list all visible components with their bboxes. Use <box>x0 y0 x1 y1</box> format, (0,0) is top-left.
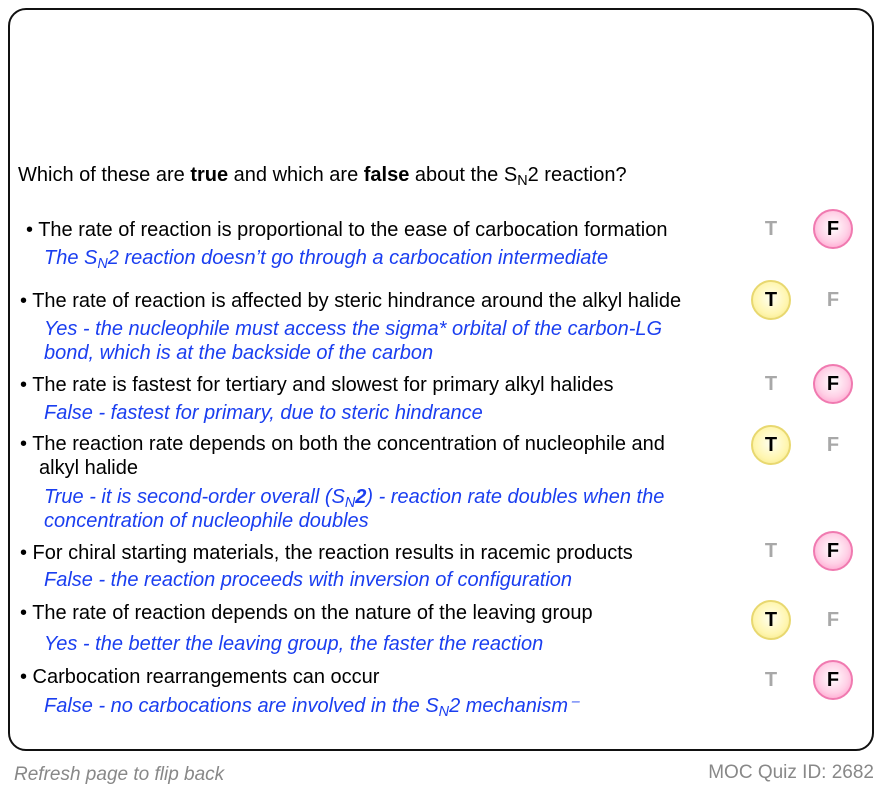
statement-6: • The rate of reaction depends on the nature of the leaving group <box>20 602 593 624</box>
explanation-3: False - fastest for primary, due to steric hindrance <box>44 402 483 424</box>
explanation-2-line-2: bond, which is at the backside of the carbon <box>44 342 434 364</box>
refresh-hint: Refresh page to flip back <box>14 764 225 785</box>
explanation-4-line-1: True - it is second-order overall $(S_N2)$ - reaction rate doubles when the <box>44 486 665 512</box>
true-option-3[interactable]: T <box>764 372 778 395</box>
explanation-2-line-1: Yes - the nucleophile must access the sigma* orbital of the carbon-LG <box>44 318 663 340</box>
false-option-2[interactable]: F <box>826 288 840 311</box>
true-option-1[interactable]: T <box>764 217 778 240</box>
explanation-1: The $S_N2$ reaction doesn’t go through a carbocation intermediate <box>44 247 609 273</box>
false-option-6[interactable]: F <box>826 608 840 631</box>
quiz-id: MOC Quiz ID: 2682 <box>708 762 874 783</box>
explanation-5: False - the reaction proceeds with inversion of configuration <box>44 569 573 591</box>
true-option-4[interactable]: T <box>751 425 791 465</box>
true-option-6[interactable]: T <box>751 600 791 640</box>
explanation-6: Yes - the better the leaving group, the faster the reaction <box>44 633 544 655</box>
explanation-4-line-2: concentration of nucleophile doubles <box>44 510 369 532</box>
true-option-7[interactable]: T <box>764 668 778 691</box>
statement-7: • Carbocation rearrangements can occur <box>20 666 380 688</box>
true-option-2[interactable]: T <box>751 280 791 320</box>
explanation-7: False - no carbocations are involved in the $S_N2$ mechanism⁻ <box>44 695 579 721</box>
false-option-3[interactable]: F <box>813 364 853 404</box>
true-option-5[interactable]: T <box>764 539 778 562</box>
false-option-5[interactable]: F <box>813 531 853 571</box>
statement-3: • The rate is fastest for tertiary and slowest for primary alkyl halides <box>20 374 614 396</box>
false-option-4[interactable]: F <box>826 433 840 456</box>
statement-1: • The rate of reaction is proportional to the ease of carbocation formation <box>26 219 668 241</box>
statement-4-line-1: • The reaction rate depends on both the concentration of nucleophile and <box>20 433 665 455</box>
false-option-7[interactable]: F <box>813 660 853 700</box>
false-option-1[interactable]: F <box>813 209 853 249</box>
statement-5: • For chiral starting materials, the reaction results in racemic products <box>20 542 633 564</box>
question-text: Which of these are true and which are false about the $S_N2$ reaction? <box>18 164 627 190</box>
statement-4-line-2: alkyl halide <box>39 457 138 479</box>
statement-2: • The rate of reaction is affected by steric hindrance around the alkyl halide <box>20 290 682 312</box>
